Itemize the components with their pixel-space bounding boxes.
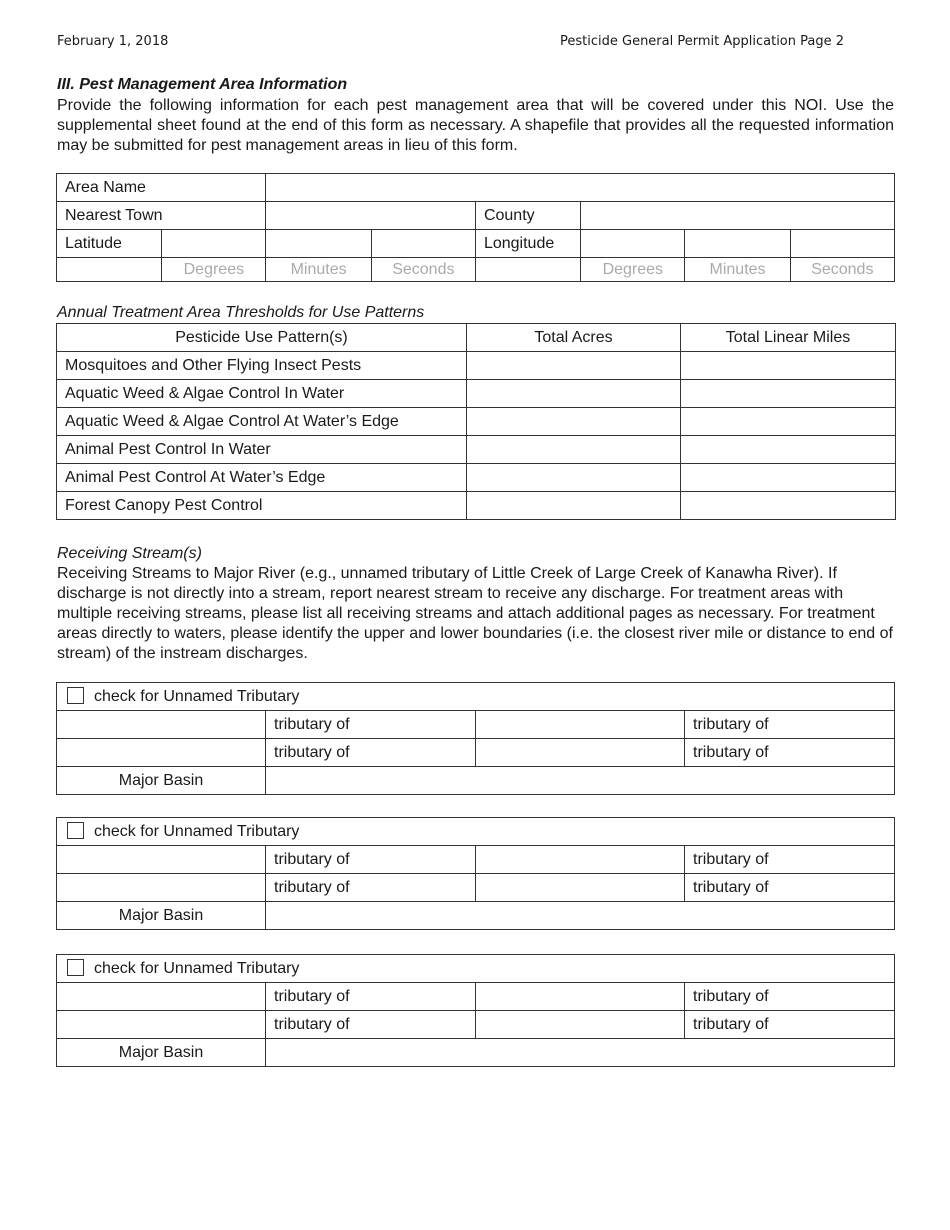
stream-block bbox=[56, 682, 895, 795]
linear-miles-field[interactable] bbox=[681, 408, 896, 436]
latitude-seconds-hint: Seconds bbox=[371, 258, 475, 282]
tributary-of-label: tributary of bbox=[685, 874, 895, 902]
section-intro: Provide the following information for each pest management area that will be covered under this NOI. Use the supplemental sheet found at the end of this form as necessary. A shapefile that provides all the requested information may be submitted for pest management areas in lieu of this form. bbox=[57, 97, 894, 154]
col-header-use-pattern: Pesticide Use Pattern(s) bbox=[57, 324, 467, 352]
latitude-minutes-field[interactable] bbox=[266, 230, 371, 258]
latitude-seconds-field[interactable] bbox=[371, 230, 475, 258]
longitude-seconds-field[interactable] bbox=[790, 230, 894, 258]
area-info-table bbox=[56, 173, 895, 282]
nearest-town-label: Nearest Town bbox=[57, 202, 266, 230]
hint-blank bbox=[475, 258, 580, 282]
tributary-of-label: tributary of bbox=[685, 983, 895, 1011]
linear-miles-field[interactable] bbox=[681, 464, 896, 492]
stream-name-field[interactable] bbox=[57, 874, 266, 902]
longitude-minutes-field[interactable] bbox=[685, 230, 790, 258]
longitude-minutes-hint: Minutes bbox=[685, 258, 790, 282]
longitude-degrees-hint: Degrees bbox=[581, 258, 685, 282]
total-acres-field[interactable] bbox=[467, 492, 681, 520]
tributary-of-label: tributary of bbox=[266, 874, 476, 902]
header-page-label: Pesticide General Permit Application Page 2 bbox=[560, 34, 845, 49]
stream-name-field[interactable] bbox=[57, 739, 266, 767]
linear-miles-field[interactable] bbox=[681, 492, 896, 520]
longitude-seconds-hint: Seconds bbox=[790, 258, 894, 282]
tributary-of-label: tributary of bbox=[266, 983, 476, 1011]
longitude-label: Longitude bbox=[475, 230, 580, 258]
receiving-text: Receiving Streams to Major River (e.g., unnamed tributary of Little Creek of Large Creek of Kanawha River). If discharge is not directly into a stream, report nearest stream to receive any discharge. For treatment areas with multiple receiving streams, please list all receiving streams and attach additional pages as necessary. For treatment areas directly to waters, please identify the upper and lower boundaries (i.e. the closest river mile or distance to end of stream) of the instream discharges. bbox=[57, 565, 893, 662]
stream-name-field[interactable] bbox=[476, 739, 685, 767]
latitude-degrees-hint: Degrees bbox=[162, 258, 266, 282]
county-label: County bbox=[475, 202, 580, 230]
section-title: III. Pest Management Area Information bbox=[57, 76, 348, 93]
use-pattern-label: Animal Pest Control In Water bbox=[57, 436, 467, 464]
stream-name-field[interactable] bbox=[476, 874, 685, 902]
stream-name-field[interactable] bbox=[57, 1011, 266, 1039]
area-name-label: Area Name bbox=[57, 174, 266, 202]
area-name-field[interactable] bbox=[266, 174, 895, 202]
major-basin-label: Major Basin bbox=[57, 902, 266, 930]
major-basin-field[interactable] bbox=[266, 1039, 895, 1067]
longitude-degrees-field[interactable] bbox=[581, 230, 685, 258]
total-acres-field[interactable] bbox=[467, 464, 681, 492]
stream-name-field[interactable] bbox=[476, 983, 685, 1011]
thresholds-table bbox=[56, 323, 896, 520]
stream-name-field[interactable] bbox=[57, 846, 266, 874]
major-basin-field[interactable] bbox=[266, 767, 895, 795]
tributary-of-label: tributary of bbox=[266, 1011, 476, 1039]
total-acres-field[interactable] bbox=[467, 380, 681, 408]
receiving-title: Receiving Stream(s) bbox=[57, 545, 202, 562]
thresholds-title: Annual Treatment Area Thresholds for Use Patterns bbox=[57, 304, 425, 321]
tributary-of-label: tributary of bbox=[685, 711, 895, 739]
tributary-of-label: tributary of bbox=[685, 846, 895, 874]
total-acres-field[interactable] bbox=[467, 436, 681, 464]
stream-name-field[interactable] bbox=[476, 846, 685, 874]
col-header-linear-miles: Total Linear Miles bbox=[681, 324, 896, 352]
major-basin-label: Major Basin bbox=[57, 1039, 266, 1067]
total-acres-field[interactable] bbox=[467, 408, 681, 436]
stream-name-field[interactable] bbox=[57, 711, 266, 739]
use-pattern-label: Mosquitoes and Other Flying Insect Pests bbox=[57, 352, 467, 380]
tributary-of-label: tributary of bbox=[685, 1011, 895, 1039]
tributary-of-label: tributary of bbox=[266, 739, 476, 767]
stream-block bbox=[56, 954, 895, 1067]
tributary-of-label: tributary of bbox=[266, 846, 476, 874]
unnamed-tributary-label: check for Unnamed Tributary bbox=[94, 688, 300, 705]
stream-name-field[interactable] bbox=[57, 983, 266, 1011]
unnamed-tributary-row bbox=[57, 818, 895, 846]
header-date: February 1, 2018 bbox=[57, 34, 169, 49]
hint-blank bbox=[57, 258, 162, 282]
linear-miles-field[interactable] bbox=[681, 436, 896, 464]
major-basin-label: Major Basin bbox=[57, 767, 266, 795]
col-header-total-acres: Total Acres bbox=[467, 324, 681, 352]
use-pattern-label: Animal Pest Control At Water’s Edge bbox=[57, 464, 467, 492]
unnamed-tributary-label: check for Unnamed Tributary bbox=[94, 823, 300, 840]
major-basin-field[interactable] bbox=[266, 902, 895, 930]
tributary-of-label: tributary of bbox=[266, 711, 476, 739]
linear-miles-field[interactable] bbox=[681, 352, 896, 380]
stream-name-field[interactable] bbox=[476, 1011, 685, 1039]
unnamed-tributary-checkbox[interactable] bbox=[67, 959, 84, 976]
unnamed-tributary-checkbox[interactable] bbox=[67, 822, 84, 839]
use-pattern-label: Forest Canopy Pest Control bbox=[57, 492, 467, 520]
latitude-minutes-hint: Minutes bbox=[266, 258, 371, 282]
unnamed-tributary-checkbox[interactable] bbox=[67, 687, 84, 704]
unnamed-tributary-row bbox=[57, 955, 895, 983]
unnamed-tributary-label: check for Unnamed Tributary bbox=[94, 960, 300, 977]
latitude-degrees-field[interactable] bbox=[162, 230, 266, 258]
latitude-label: Latitude bbox=[57, 230, 162, 258]
stream-block bbox=[56, 817, 895, 930]
tributary-of-label: tributary of bbox=[685, 739, 895, 767]
total-acres-field[interactable] bbox=[467, 352, 681, 380]
use-pattern-label: Aquatic Weed & Algae Control In Water bbox=[57, 380, 467, 408]
use-pattern-label: Aquatic Weed & Algae Control At Water’s Edge bbox=[57, 408, 467, 436]
county-field[interactable] bbox=[581, 202, 895, 230]
nearest-town-field[interactable] bbox=[266, 202, 475, 230]
stream-name-field[interactable] bbox=[476, 711, 685, 739]
unnamed-tributary-row bbox=[57, 683, 895, 711]
linear-miles-field[interactable] bbox=[681, 380, 896, 408]
